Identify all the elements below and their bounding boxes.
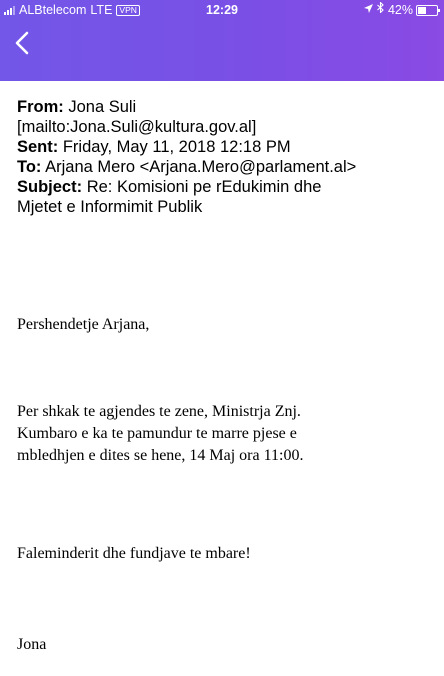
app-header [0,0,444,81]
carrier-name: ALBtelecom [19,3,87,17]
location-arrow-icon [364,0,373,20]
greeting: Pershendetje Arjana, [17,316,150,333]
signature: Jona [17,636,47,653]
closing-line: Faleminderit dhe fundjave te mbare! [17,545,251,562]
sent-value: Friday, May 11, 2018 12:18 PM [62,138,291,156]
body-line: Per shkak te agjendes te zene, Ministrja Znj. [17,403,301,420]
subject-continuation: Mjetet e Informimit Publik [17,198,203,216]
from-value: Jona Suli [68,98,137,116]
sent-label: Sent: [17,138,59,156]
to-label: To: [17,158,42,176]
bluetooth-icon [377,0,384,20]
subject-row [17,177,437,197]
status-time: 12:29 [206,3,238,17]
network-type: LTE [90,3,113,17]
body-line: Kumbaro e ka te pamundur te marre pjese e [17,425,297,442]
back-button[interactable] [12,30,40,60]
status-bar [0,0,444,20]
battery-icon [416,5,438,16]
message-body [17,401,437,467]
subject-value: Re: Komisioni pe rEdukimin dhe [86,178,322,196]
to-value: Arjana Mero <Arjana.Mero@parlament.al> [45,158,357,176]
to-row [17,157,437,177]
subject-label: Subject: [17,178,83,196]
from-label: From: [17,98,64,116]
battery-percentage: 42% [387,3,413,17]
status-right [364,0,438,20]
email-headers [17,97,437,217]
body-line: mbledhjen e dites se hene, 14 Maj ora 11:00. [17,447,304,464]
vpn-badge: VPN [116,5,139,16]
from-row [17,97,437,117]
chevron-left-icon [12,30,40,56]
mailto-link[interactable]: [mailto:Jona.Suli@kultura.gov.al] [17,118,257,136]
sent-row [17,137,437,157]
